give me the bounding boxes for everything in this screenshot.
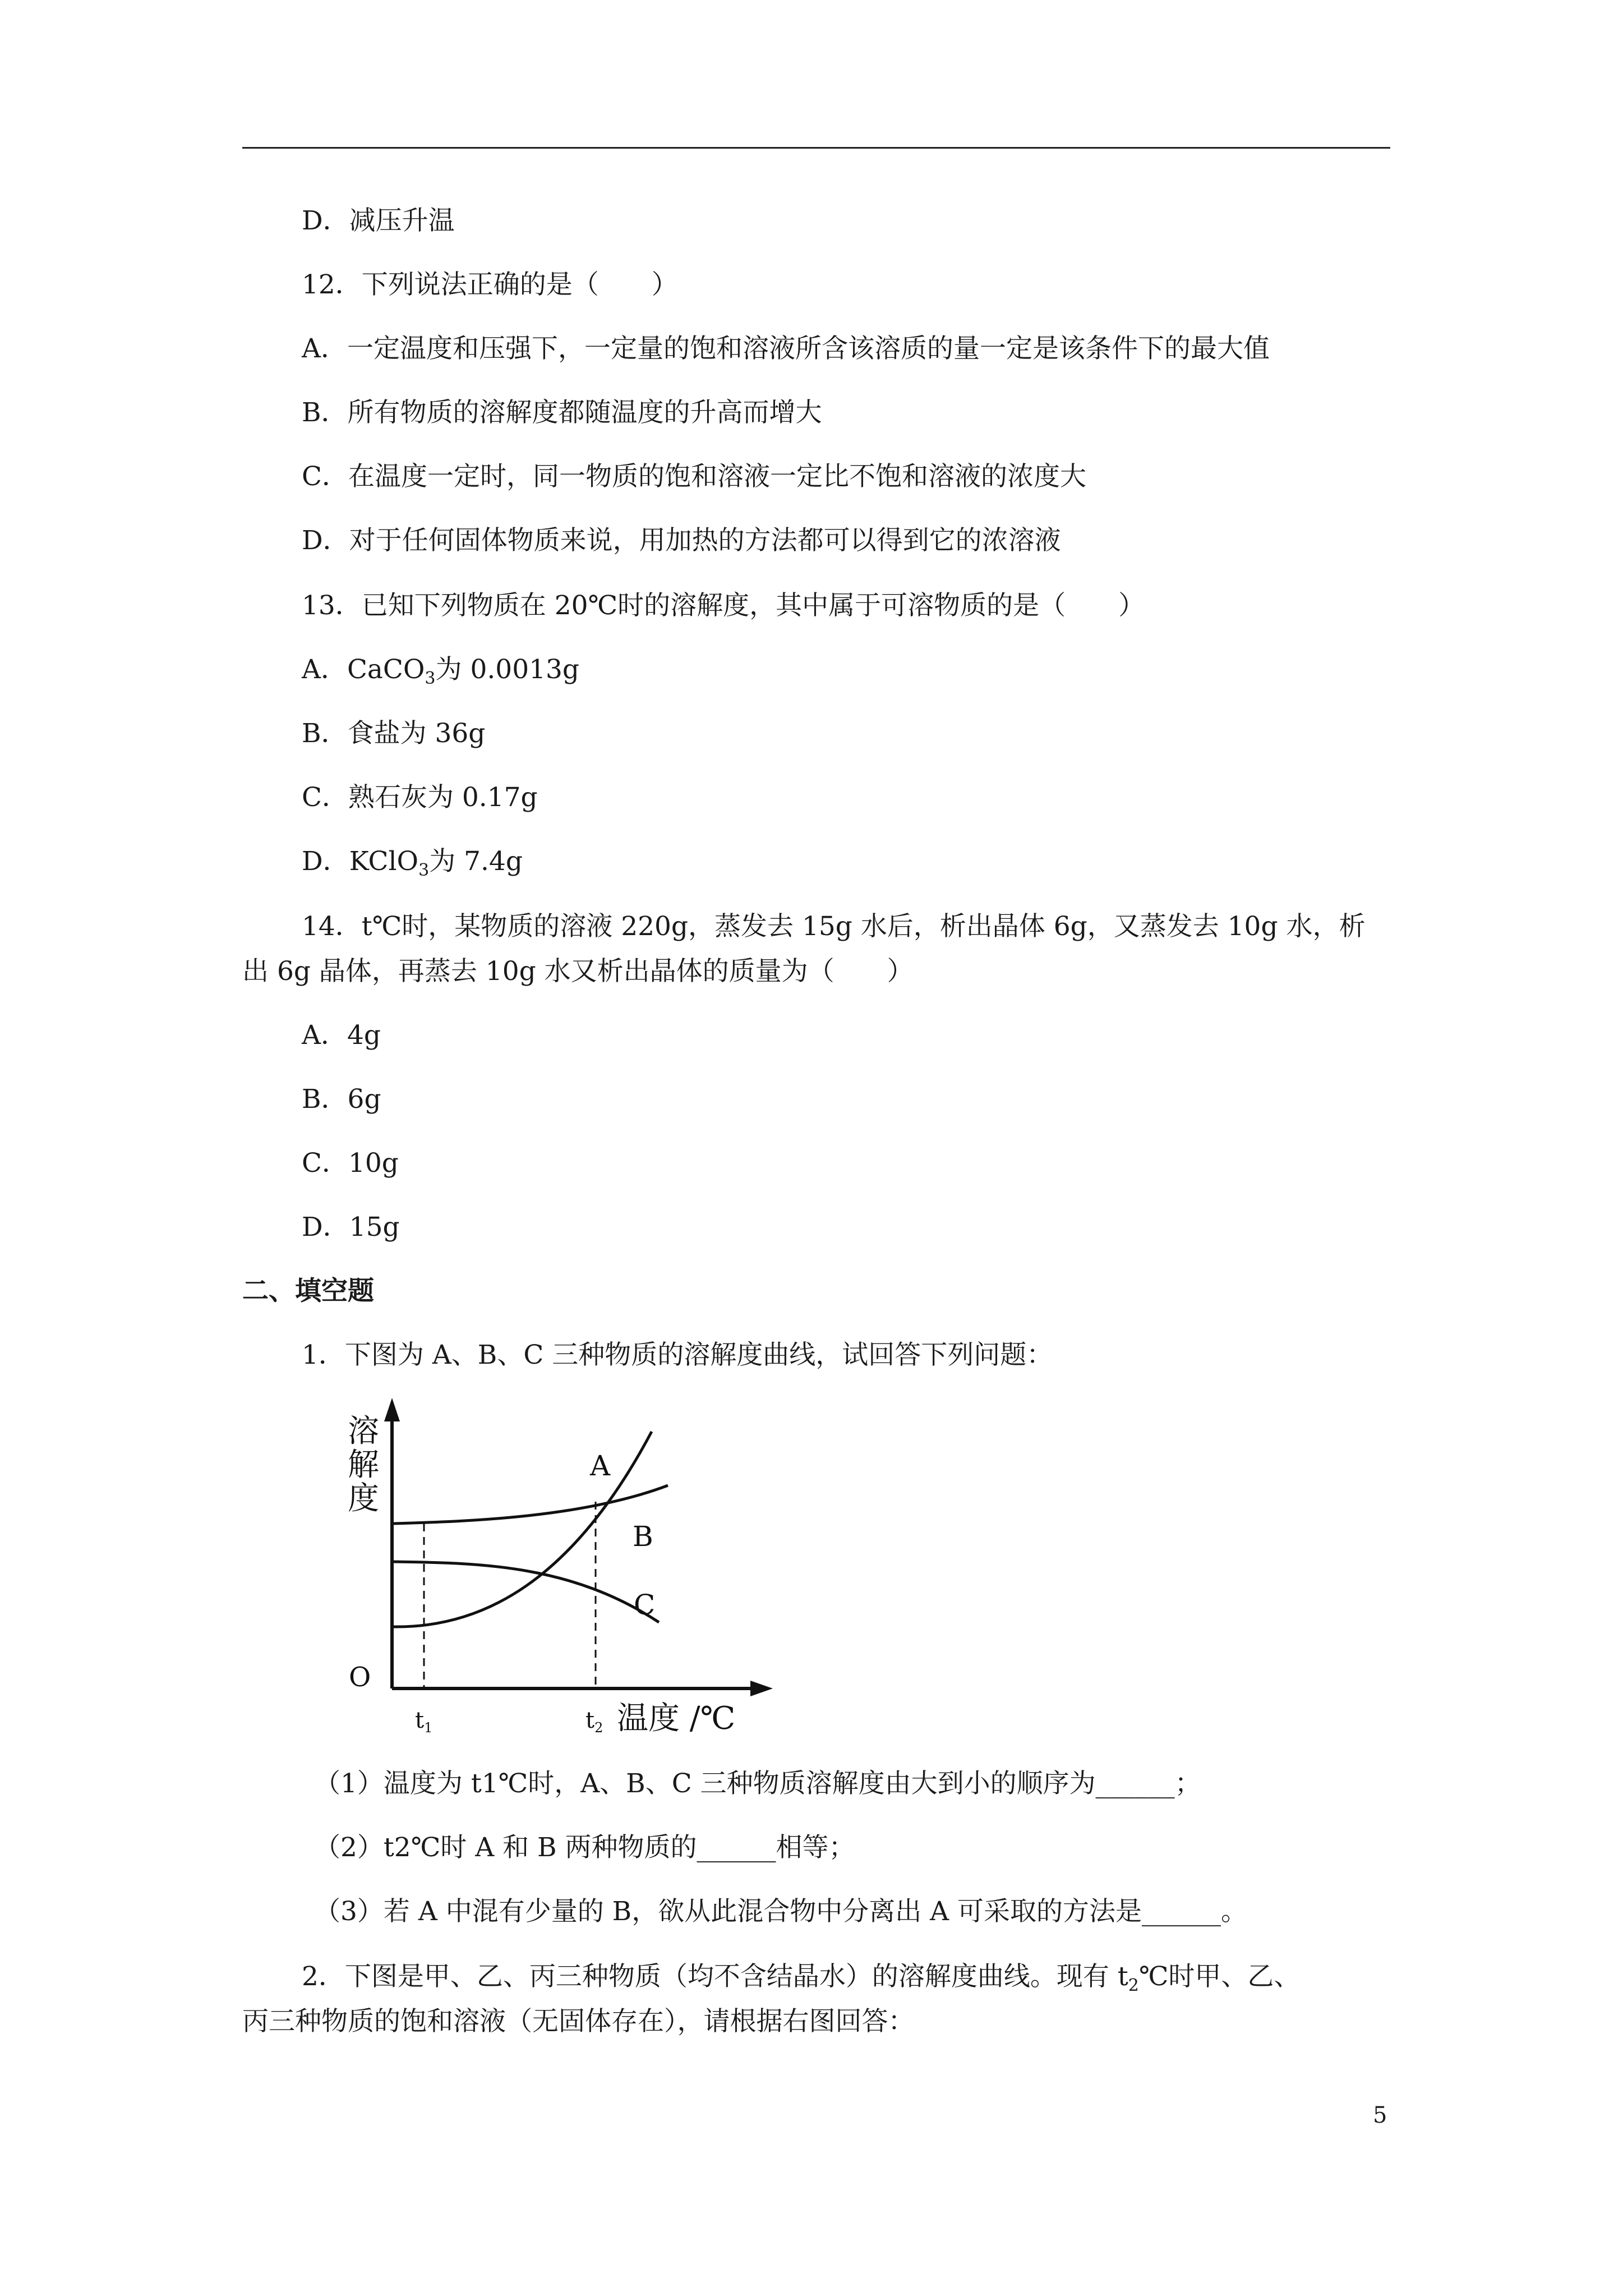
origin-label: O bbox=[349, 1662, 371, 1693]
curve-a-label: A bbox=[590, 1450, 611, 1482]
solubility-curve-figure bbox=[336, 1397, 774, 1733]
fill1-part-2: （2）t2℃时 A 和 B 两种物质的______相等； bbox=[314, 1832, 855, 1863]
fill1-part-1: （1）温度为 t1℃时，A、B、C 三种物质溶解度由大到小的顺序为______； bbox=[314, 1768, 1201, 1799]
q12-option-a: A．一定温度和压强下，一定量的饱和溶液所含该溶质的量一定是该条件下的最大值 bbox=[302, 333, 1270, 364]
curve-b-label: B bbox=[633, 1520, 653, 1553]
curve-c bbox=[394, 1562, 659, 1622]
q14-option-c: C．10g bbox=[302, 1148, 399, 1179]
fill2-stem-line1: 2．下图是甲、乙、丙三种物质（均不含结晶水）的溶解度曲线。现有 $t_2℃$时甲、乙、 bbox=[302, 1961, 1301, 1995]
x-axis-arrow bbox=[750, 1681, 773, 1696]
q12-option-b: B．所有物质的溶解度都随温度的升高而增大 bbox=[302, 397, 822, 428]
section-title: 二、填空题 bbox=[242, 1276, 374, 1306]
x-axis-label: 温度 /℃ bbox=[617, 1700, 736, 1733]
q11-option-d: D．减压升温 bbox=[302, 205, 455, 236]
q13-stem: 13．已知下列物质在 20℃时的溶解度，其中属于可溶物质的是（ ） bbox=[302, 590, 1145, 621]
header-rule bbox=[242, 147, 1390, 149]
y-label-char-1: 溶 bbox=[348, 1413, 379, 1450]
curve-c-label: C bbox=[634, 1589, 656, 1621]
curve-b bbox=[394, 1485, 668, 1524]
q13-option-c: C．熟石灰为 0.17g bbox=[302, 782, 538, 813]
page-number: 5 bbox=[1373, 2102, 1387, 2128]
y-label-char-3: 度 bbox=[348, 1480, 379, 1517]
y-axis-arrow bbox=[384, 1398, 400, 1421]
t2-label: $t_2$ bbox=[585, 1708, 603, 1733]
q14-stem-line2: 出 6g 晶体，再蒸去 10g 水又析出晶体的质量为（ ） bbox=[242, 956, 914, 987]
q14-option-d: D．15g bbox=[302, 1212, 400, 1243]
q13-option-b: B．食盐为 36g bbox=[302, 718, 486, 749]
fill1-stem: 1．下图为 A、B、C 三种物质的溶解度曲线，试回答下列问题： bbox=[302, 1340, 1053, 1370]
q13-option-a: A．CaCO$_3$为 0.0013g bbox=[302, 654, 579, 688]
q14-option-a: A．4g bbox=[302, 1020, 381, 1051]
q12-option-d: D．对于任何固体物质来说，用加热的方法都可以得到它的浓溶液 bbox=[302, 525, 1061, 556]
q14-stem-line1: 14．t℃时，某物质的溶液 220g，蒸发去 15g 水后，析出晶体 6g，又蒸发去 10g 水，析 bbox=[302, 911, 1366, 942]
y-label-char-2: 解 bbox=[348, 1447, 379, 1483]
fill2-stem-line2: 丙三种物质的饱和溶液（无固体存在），请根据右图回答： bbox=[242, 2006, 915, 2037]
q12-option-c: C．在温度一定时，同一物质的饱和溶液一定比不饱和溶液的浓度大 bbox=[302, 461, 1086, 492]
q13-option-d: D．KClO$_3$为 7.4g bbox=[302, 846, 523, 880]
fill1-part-3: （3）若 A 中混有少量的 B，欲从此混合物中分离出 A 可采取的方法是______。 bbox=[314, 1896, 1248, 1927]
q14-option-b: B．6g bbox=[302, 1084, 381, 1115]
q12-stem: 12．下列说法正确的是（ ） bbox=[302, 269, 678, 300]
t1-label: $t_1$ bbox=[415, 1708, 433, 1733]
